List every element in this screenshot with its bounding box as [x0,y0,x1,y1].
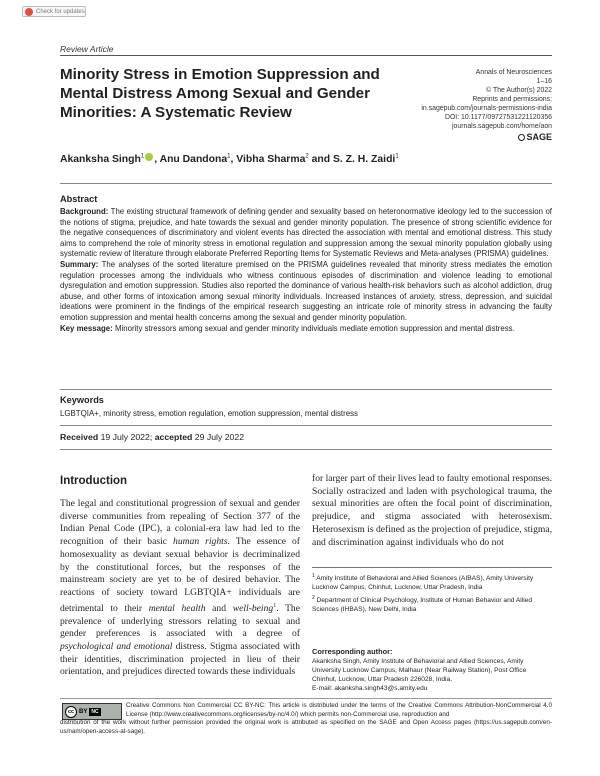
intro-emphasis: well-being [232,602,274,614]
article-dates [60,432,244,442]
abstract-background [60,207,552,260]
author-affil-sup: 1 [395,153,399,160]
orcid-icon[interactable] [145,153,153,161]
received-label: Received [60,432,99,442]
license-text: Creative Commons Non Commercial CC BY-NC: This article is distributed under the terms of the Creative Commons Attribution-NonCommercial 4.0 License (http://www.creativecommons.org/licenses/by-nc/4.0/) which permits non-Commercial use, reproduction and [126,702,552,718]
accepted-date: 29 July 2022 [194,432,245,442]
check-for-updates-badge[interactable] [22,6,86,17]
body-divider [60,449,552,450]
affiliation-text: Amity Institute of Behavioral and Allied Sciences (AIBAS), Amity University Lucknow Campus, Chinhut, Lucknow, Uttar Pradesh, India [312,575,534,592]
intro-text: . The prevalence of underlying stressors relating to sexual and gender preferences is associated with a degree of [60,602,300,640]
reprints-label: Reprints and permissions: [472,96,552,103]
intro-paragraph [60,498,300,679]
intro-text: distress. Stigma associated with their identities, discrimination projected in lieu of their orientation, and prejudices directed towards these individuals [60,640,300,678]
journal-meta [352,68,552,131]
keywords-text: LGBTQIA+, minority stress, emotion regulation, emotion suppression, mental distress [60,409,358,418]
journal-pages: 1–16 [536,78,552,85]
author-name[interactable]: Vibha Sharma [236,154,306,165]
sage-ring-icon [518,134,525,141]
cc-icon: cc [65,706,77,718]
intro-left-column [60,498,300,679]
affiliation-sup: 2 [312,595,315,602]
cc-by-nc-logo[interactable] [62,703,122,720]
abstract-divider [60,183,552,184]
affiliations [312,572,552,616]
nc-icon: NC [91,708,99,715]
header-divider [60,55,552,56]
author-affil-sup: 2 [305,153,309,160]
key-message-label: Key message: [60,323,113,333]
background-label: Background: [60,207,109,216]
affiliation-item [312,594,552,614]
reprints-link[interactable]: in.sagepub.com/journals-permissions-india [421,105,552,112]
author-list: Akanksha Singh$^1$ , Anu Dandona$^1$, Vibha Sharma$^2$ and S. Z. H. Zaidi$^1$ [60,153,399,165]
intro-paragraph-continued: for larger part of their lives lead to faulty emotional responses. Socially ostracized and laden with psychological trauma, the sexual minorities are often the focal point of discrimination, prejudice, and stigma associated with heterosexism. Heterosexism is defined as the projection of prejudice, stigma, and discrimination against individuals who do not [312,473,552,548]
article-type: Review Article [60,44,114,54]
citation-sup[interactable]: 1 [273,602,277,609]
author-affil-sup: 1 [227,153,231,160]
doi[interactable]: DOI: 10.1177/09727531221120356 [444,114,552,121]
summary-label: Summary: [60,259,99,269]
intro-emphasis: psychological and emotional [60,640,173,652]
publisher-name: SAGE [526,132,552,142]
keywords-heading: Keywords [60,395,104,405]
journal-link[interactable]: journals.sagepub.com/home/aon [452,123,552,130]
accepted-label: accepted [154,432,193,442]
affiliation-sup: 1 [312,573,315,579]
keywords-divider [60,389,552,390]
author-name[interactable]: Anu Dandona [159,154,228,165]
received-date: 19 July 2022; [100,432,153,442]
journal-name: Annals of Neurosciences [475,69,552,76]
intro-right-column [312,473,552,549]
intro-text: . The essence of homosexuality as deviant sexual behavior is decriminalized by the constitutional forces, but the responses of the mainstream society are yet to be of desired behavior. The reactions of society toward LGBTQIA+ individuals are detrimental to their [60,536,301,614]
intro-emphasis: mental health [148,602,206,614]
key-message-text: Minority stressors among sexual and gender minority individuals mediate emotion suppression and mental distress. [114,323,515,333]
author-name[interactable]: Akanksha Singh [60,154,141,165]
sage-logo [518,132,552,142]
corresponding-address: Akanksha Singh, Amity Institute of Behavioral and Allied Sciences, Amity University Lucknow Campus, Malhaur (Near Railway Station), Post Office Chinhut, Lucknow, Uttar Pradesh 226028, India. [312,658,527,683]
abstract-key-message [60,324,552,335]
update-icon [25,8,33,16]
background-text: The existing structural framework of defining gender and sexuality based on heteronormative ideology led to the succession of the notions of stigma, prejudice, and hate towards the sexual and gender minority population. The presence of strong scientific evidence for the negative consequences of discriminatory and violent events has directed the association with mental and emotional distress. This study aims to comprehend the role of minority stress in emotional regulation and suppression among the sexual minority population globally using systematic review of literature through elaborate Preferred Reporting Items for Systematic Reviews and Meta-analyses (PRISMA) guidelines. [60,207,552,259]
intro-text: and [205,602,233,614]
summary-text: The analyses of the sorted literature premised on the PRISMA guidelines revealed that minority stress mediates the emotion regulation processes among the individuals who witness continuous episodes of discrimination and violence leading to emotional dysregulation and emotion suppression. Studies also reported the dominance of various health-risk behaviors such as alcohol addiction, drug abuse, and other forms of intoxication among sexual minority individuals. Increased instances of anxiety, stress, depression, and suicidal ideations were prominent in the findings of the empirical research suggesting an intricate role of minority stress in advancing the faulty emotion suppression and mental health concerns among the sexual and gender minority population. [60,259,552,322]
intro-emphasis: human rights [173,536,228,548]
abstract-heading: Abstract [60,194,98,204]
corresponding-author [312,657,552,693]
corresponding-author-heading: Corresponding author: [312,647,393,656]
affiliations-divider [312,567,552,568]
introduction-heading: Introduction [60,475,128,487]
author-name[interactable]: S. Z. H. Zaidi [332,154,396,165]
author-affil-sup: 1 [140,153,145,160]
abstract-summary [60,260,552,324]
license-text-continued: distribution of the work without further permission provided the original work is attributed as specified on the SAGE and Open Access pages (https://us.sagepub.com/en-us/nam/open-access-at-sage). [60,719,552,735]
abstract-body [60,207,552,334]
by-icon: BY [79,708,88,715]
affiliation-item [312,572,552,592]
badge-label: Check for updates [36,9,85,15]
article-title: Minority Stress in Emotion Suppression and Mental Distress Among Sexual and Gender Minorities: A Systematic Review [60,66,380,121]
intro-text: The legal and constitutional progression of sexual and gender diverse communities from repealing of Section 377 of the Indian Penal Code (IPC), a colonial-era law had led to the recognition of their basic [60,498,300,548]
corresponding-email[interactable]: E-mail: akanksha.singh43@s.amity.edu [312,685,428,692]
dates-divider [60,425,552,426]
affiliation-text: Department of Clinical Psychology, Institute of Human Behavior and Allied Sciences (IHBAS), New Delhi, India [312,597,533,614]
copyright: © The Author(s) 2022 [486,87,552,94]
